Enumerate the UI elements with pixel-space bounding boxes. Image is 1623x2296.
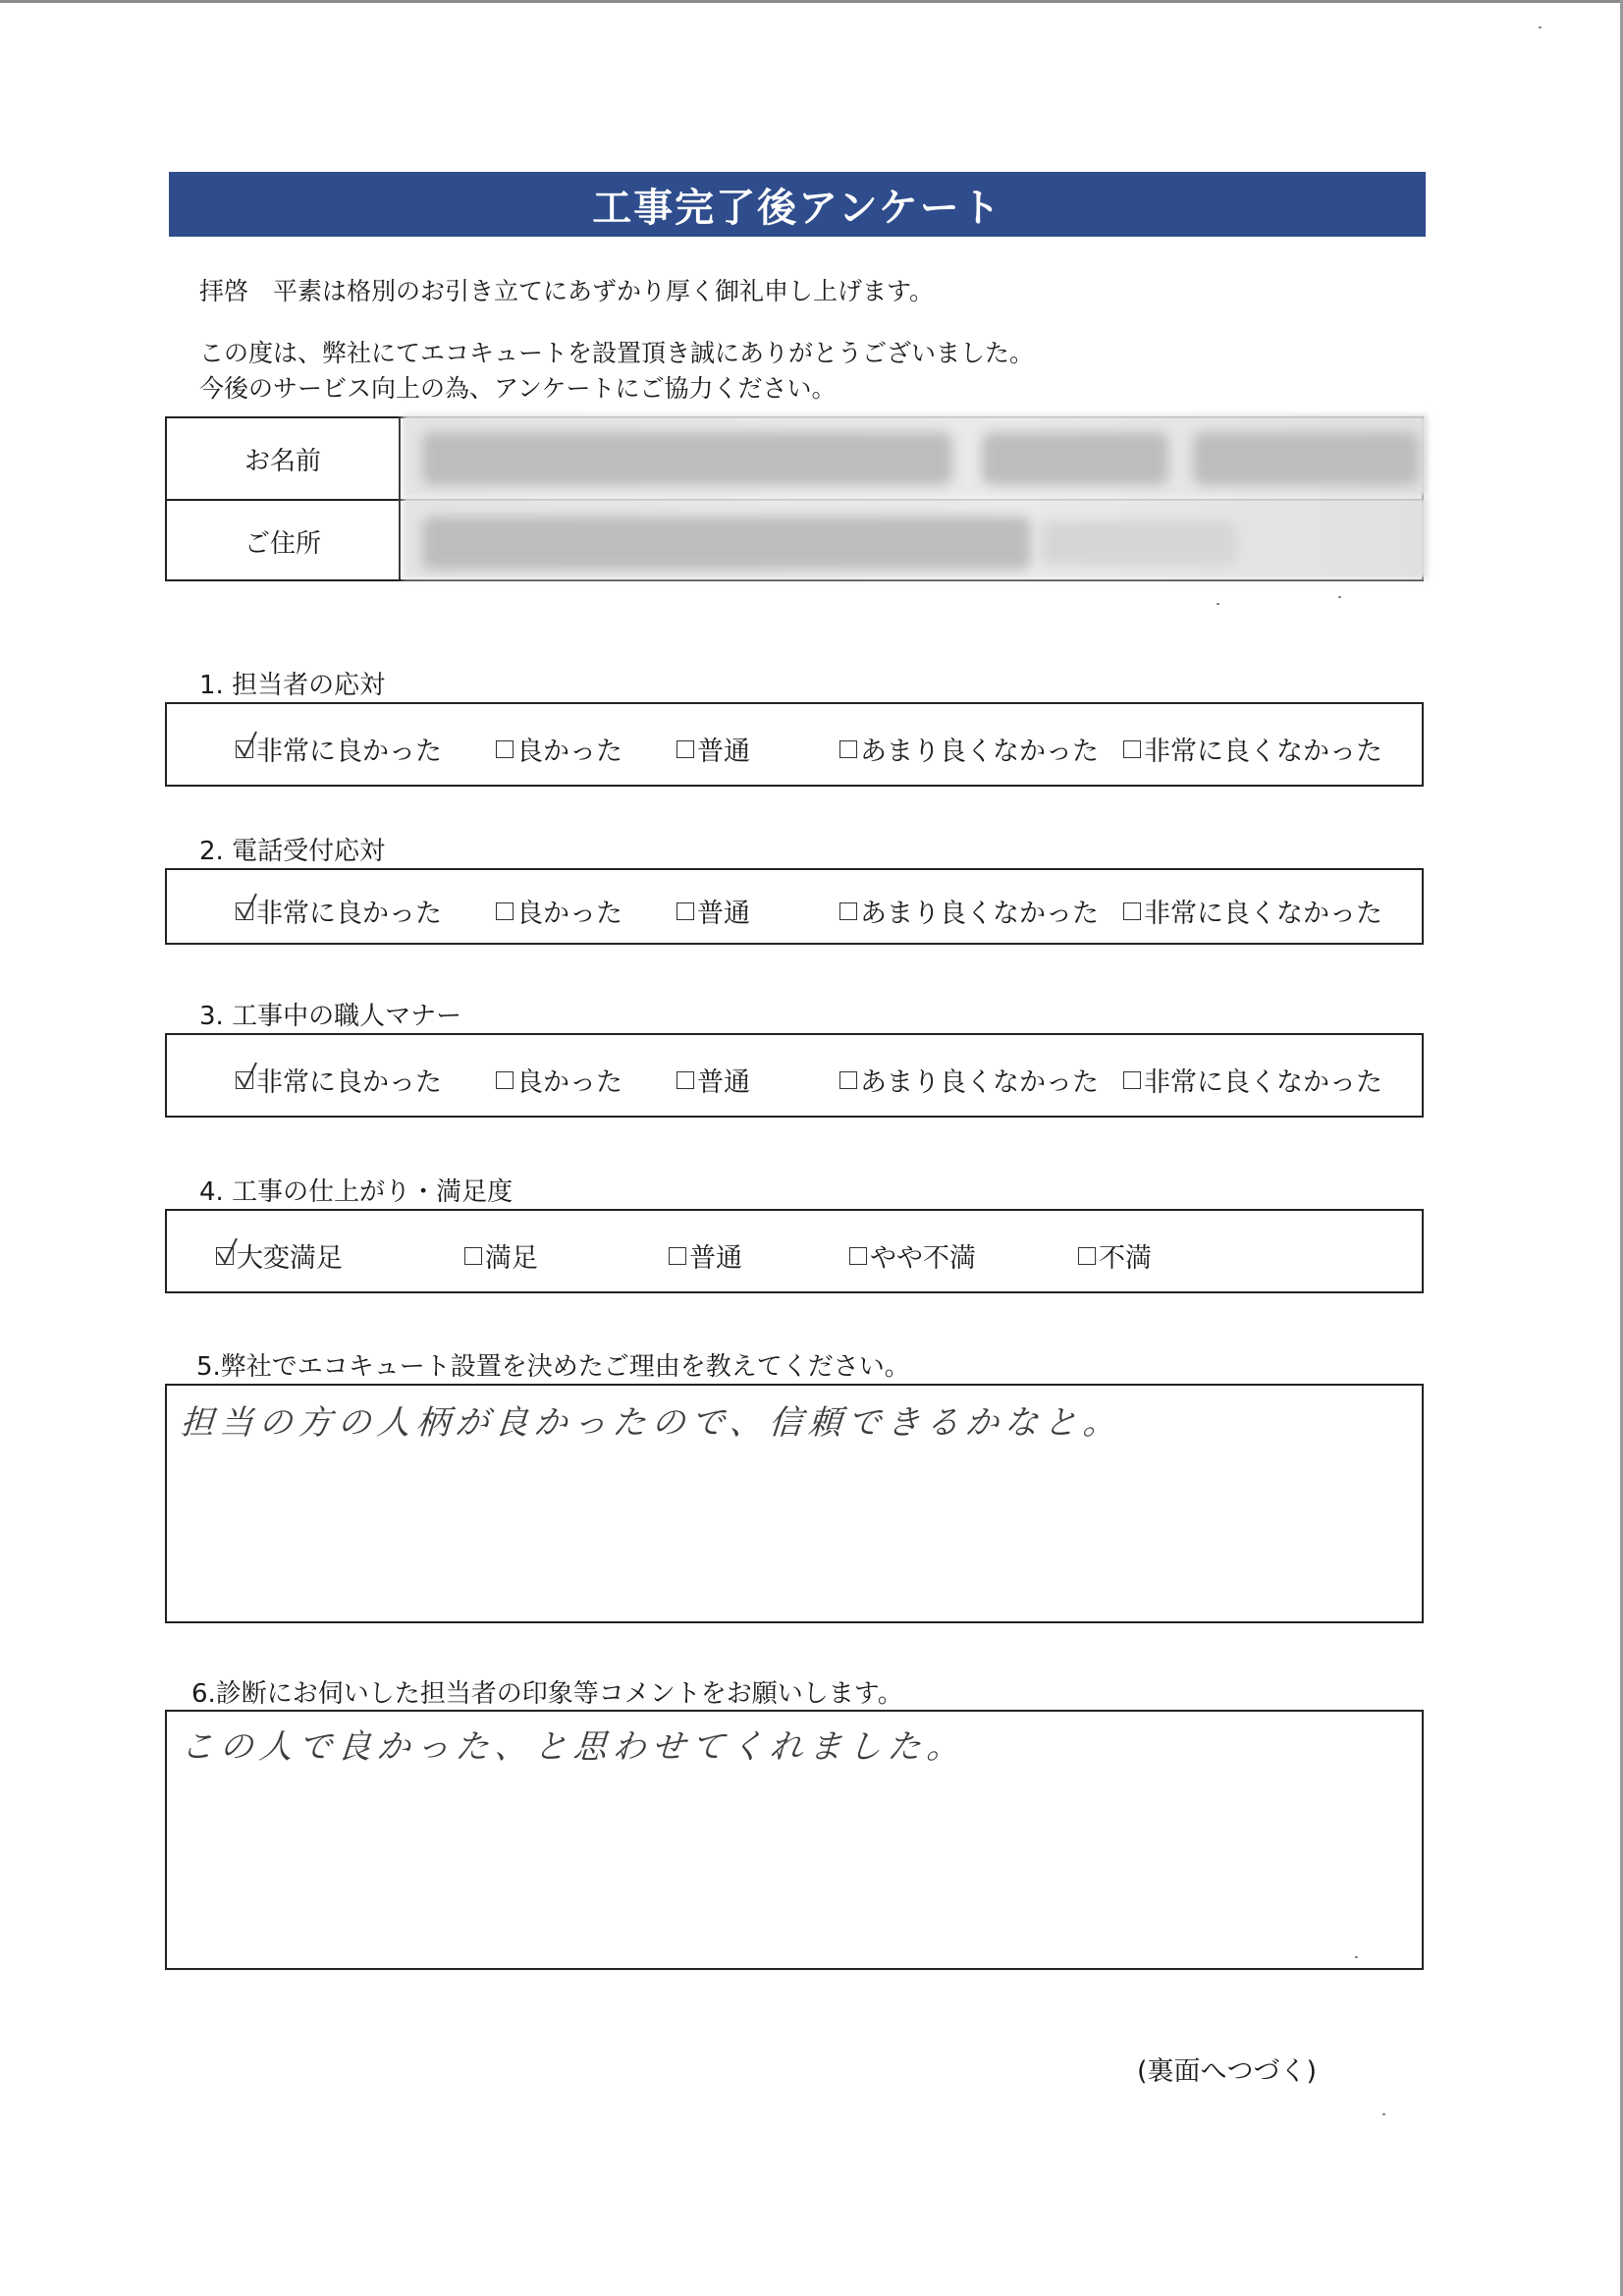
checkbox[interactable] bbox=[496, 1071, 514, 1089]
checkbox[interactable] bbox=[839, 902, 857, 920]
redacted-name-block bbox=[982, 432, 1168, 485]
q1-option-not-good[interactable]: あまり良くなかった bbox=[839, 730, 1099, 768]
q3-option-neutral[interactable]: 普通 bbox=[676, 1061, 750, 1099]
scan-speck bbox=[1217, 603, 1219, 605]
checkmark-icon bbox=[215, 1236, 250, 1270]
request-line: 今後のサービス向上の為、アンケートにご協力ください。 bbox=[199, 374, 837, 403]
survey-title-bar bbox=[169, 172, 1426, 237]
q3-option-not-good[interactable]: あまり良くなかった bbox=[839, 1061, 1099, 1099]
question-1-options bbox=[165, 702, 1424, 787]
checkbox[interactable] bbox=[496, 740, 514, 758]
q3-option-very-bad[interactable]: 非常に良くなかった bbox=[1123, 1061, 1382, 1099]
q1-option-neutral[interactable]: 普通 bbox=[676, 730, 750, 768]
question-3-options bbox=[165, 1033, 1424, 1118]
checkbox-checked[interactable] bbox=[236, 740, 253, 758]
redacted-address-block bbox=[422, 517, 1031, 570]
q2-option-very-good[interactable]: 非常に良かった bbox=[236, 892, 442, 930]
question-4-label: 4. 工事の仕上がり・満足度 bbox=[199, 1177, 514, 1207]
checkbox[interactable] bbox=[496, 902, 514, 920]
checkbox[interactable] bbox=[676, 902, 694, 920]
q1-option-very-good[interactable]: 非常に良かった bbox=[236, 730, 442, 768]
q2-option-not-good[interactable]: あまり良くなかった bbox=[839, 892, 1099, 930]
q4-option-neutral[interactable]: 普通 bbox=[669, 1236, 742, 1275]
survey-title: 工事完了後アンケート bbox=[592, 185, 1002, 231]
checkmark-icon bbox=[235, 1061, 270, 1094]
checkbox-checked[interactable] bbox=[236, 902, 253, 920]
address-label: ご住所 bbox=[167, 501, 401, 581]
q3-option-very-good[interactable]: 非常に良かった bbox=[236, 1061, 442, 1099]
question-4-options bbox=[165, 1209, 1424, 1293]
checkbox-checked[interactable] bbox=[236, 1071, 253, 1089]
checkbox[interactable] bbox=[464, 1247, 482, 1265]
q1-option-very-bad[interactable]: 非常に良くなかった bbox=[1123, 730, 1382, 768]
q2-option-neutral[interactable]: 普通 bbox=[676, 892, 750, 930]
redacted-address-block bbox=[1041, 520, 1237, 566]
thanks-line: この度は、弊社にてエコキュートを設置頂き誠にありがとうございました。 bbox=[199, 339, 1035, 367]
redacted-name-block bbox=[1193, 432, 1419, 485]
checkbox[interactable] bbox=[839, 1071, 857, 1089]
question-1-label: 1. 担当者の応対 bbox=[199, 671, 386, 700]
checkmark-icon bbox=[235, 730, 270, 763]
question-2-options bbox=[165, 868, 1424, 945]
question-5-handwritten-answer: 担当の方の人柄が良かったので、信頼できるかなと。 bbox=[179, 1403, 1124, 1443]
checkbox[interactable] bbox=[849, 1247, 867, 1265]
checkbox[interactable] bbox=[839, 740, 857, 758]
checkbox[interactable] bbox=[1123, 1071, 1141, 1089]
checkbox[interactable] bbox=[669, 1247, 686, 1265]
checkbox[interactable] bbox=[676, 740, 694, 758]
q4-option-very-satisfied[interactable]: 大変満足 bbox=[216, 1236, 343, 1275]
checkbox[interactable] bbox=[1123, 740, 1141, 758]
checkbox[interactable] bbox=[676, 1071, 694, 1089]
customer-info-table bbox=[165, 416, 1424, 581]
greeting-line: 拝啓 平素は格別のお引き立てにあずかり厚く御礼申し上げます。 bbox=[199, 277, 935, 305]
redacted-name-block bbox=[422, 432, 952, 485]
scan-speck bbox=[1382, 2113, 1385, 2115]
scan-speck bbox=[1355, 1956, 1358, 1958]
checkmark-icon bbox=[235, 892, 270, 925]
scan-edge bbox=[0, 0, 1623, 3]
question-6-answer-box[interactable] bbox=[165, 1710, 1424, 1970]
continued-on-back-note: (裏面へつづく) bbox=[1137, 2056, 1318, 2087]
question-2-label: 2. 電話受付応対 bbox=[199, 837, 386, 866]
q4-option-dissatisfied[interactable]: 不満 bbox=[1078, 1236, 1152, 1275]
question-3-label: 3. 工事中の職人マナー bbox=[199, 1002, 462, 1031]
q4-option-somewhat-dissatisfied[interactable]: やや不満 bbox=[849, 1236, 976, 1275]
scan-speck bbox=[1539, 27, 1542, 28]
question-5-answer-box[interactable] bbox=[165, 1384, 1424, 1623]
question-6-handwritten-answer: この人で良かった、と思わせてくれました。 bbox=[179, 1727, 968, 1767]
checkbox-checked[interactable] bbox=[216, 1247, 234, 1265]
checkbox[interactable] bbox=[1123, 902, 1141, 920]
scan-speck bbox=[1338, 596, 1341, 598]
question-6-label: 6.診断にお伺いした担当者の印象等コメントをお願いします。 bbox=[191, 1679, 903, 1709]
q2-option-good[interactable]: 良かった bbox=[496, 892, 622, 930]
name-label: お名前 bbox=[167, 418, 401, 499]
q4-option-satisfied[interactable]: 満足 bbox=[464, 1236, 538, 1275]
q1-option-good[interactable]: 良かった bbox=[496, 730, 622, 768]
question-5-label: 5.弊社でエコキュート設置を決めたご理由を教えてください。 bbox=[196, 1352, 910, 1382]
checkbox[interactable] bbox=[1078, 1247, 1096, 1265]
q2-option-very-bad[interactable]: 非常に良くなかった bbox=[1123, 892, 1382, 930]
q3-option-good[interactable]: 良かった bbox=[496, 1061, 622, 1099]
